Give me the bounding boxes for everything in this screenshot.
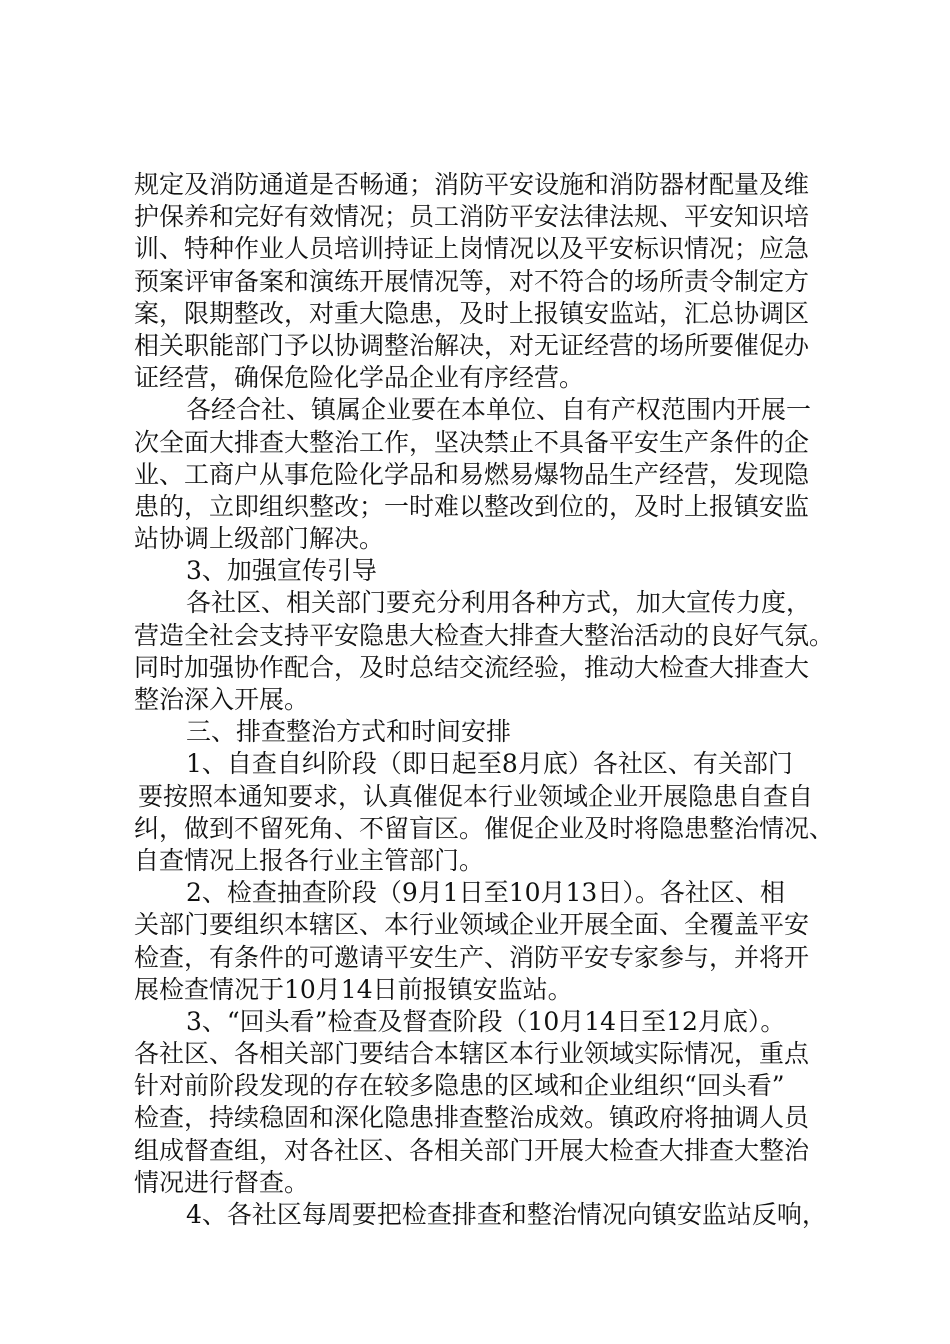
text-line: 各社区、各相关部门要结合本辖区本行业领域实际情况，重点 (134, 1039, 810, 1069)
text-line: 自查情况上报各行业主管部门。 (134, 845, 485, 875)
text-line: 案，限期整改，对重大隐患，及时上报镇安监站，汇总协调区 (134, 298, 810, 328)
text-line: 情况进行督查。 (134, 1167, 310, 1197)
text-line: 站协调上级部门解决。 (134, 524, 385, 554)
text-line: 检查，持续稳固和深化隐患排查整治成效。镇政府将抽调人员 (134, 1103, 810, 1133)
paragraph-start-line: 1、自查自纠阶段（即日起至8月底）各社区、有关部门 (186, 749, 793, 779)
text-line: 次全面大排查大整治工作，坚决禁止不具备平安生产条件的企 (134, 427, 810, 457)
text-line: 要按照本通知要求，认真催促本行业领域企业开展隐患自查自 (138, 781, 814, 811)
text-line: 纠，做到不留死角、不留盲区。催促企业及时将隐患整治情况、 (134, 813, 835, 843)
text-line: 展检查情况于10月14日前报镇安监站。 (134, 974, 573, 1004)
text-line: 同时加强协作配合，及时总结交流经验，推动大检查大排查大 (134, 652, 810, 682)
text-line: 整治深入开展。 (134, 685, 310, 714)
text-line: 患的，立即组织整改；一时难以整改到位的，及时上报镇安监 (134, 491, 810, 521)
paragraph-start-line: 4、各社区每周要把检查排查和整治情况向镇安监站反响， (186, 1200, 827, 1229)
paragraph-start-line: 各社区、相关部门要充分利用各种方式，加大宣传力度， (186, 588, 812, 618)
paragraph-start-line: 3、“回头看”检查及督查阶段（10月14日至12月底）。 (186, 1006, 786, 1036)
text-line: 组成督查组，对各社区、各相关部门开展大检查大排查大整治 (134, 1135, 810, 1165)
text-line: 证经营，确保危险化学品企业有序经营。 (134, 363, 585, 393)
text-line: 业、工商户从事危险化学品和易燃易爆物品生产经营，发现隐 (134, 459, 810, 489)
text-line: 护保养和完好有效情况；员工消防平安法律法规、平安知识培 (134, 202, 810, 232)
section-heading: 3、加强宣传引导 (186, 556, 377, 586)
text-line: 针对前阶段发现的存在较多隐患的区域和企业组织“回头看” (134, 1071, 785, 1101)
text-line: 营造全社会支持平安隐患大检查大排查大整治活动的良好气氛。 (134, 620, 835, 650)
text-line: 预案评审备案和演练开展情况等，对不符合的场所责令制定方 (134, 266, 810, 296)
text-line: 相关职能部门予以协调整治解决，对无证经营的场所要催促办 (134, 330, 810, 360)
text-line: 训、特种作业人员培训持证上岗情况以及平安标识情况；应急 (134, 234, 810, 264)
paragraph-start-line: 2、检查抽查阶段（9月1日至10月13日）。各社区、相 (186, 878, 785, 908)
text-line: 规定及消防通道是否畅通；消防平安设施和消防器材配量及维 (134, 170, 810, 199)
text-line: 检查，有条件的可邀请平安生产、消防平安专家参与，并将开 (134, 942, 810, 972)
section-heading: 三、排查整治方式和时间安排 (186, 717, 512, 747)
text-line: 关部门要组织本辖区、本行业领域企业开展全面、全覆盖平安 (134, 910, 810, 940)
document-body (134, 169, 834, 1231)
paragraph-start-line: 各经合社、镇属企业要在本单位、自有产权范围内开展一 (186, 395, 812, 425)
